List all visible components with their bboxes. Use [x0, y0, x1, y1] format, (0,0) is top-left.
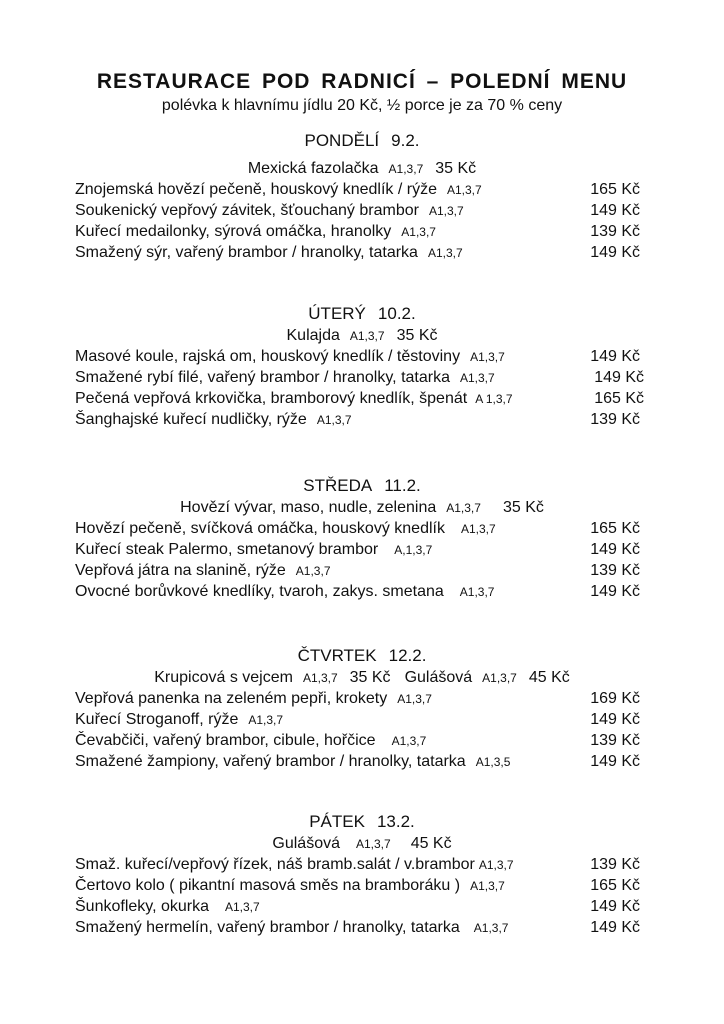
- dish-allergens: A1,3,7: [470, 879, 505, 893]
- dish-name: Hovězí pečeně, svíčková omáčka, houskový knedlík: [75, 520, 445, 537]
- dish-row: [0, 854, 724, 875]
- dish-row: [0, 709, 724, 730]
- dish-price: 139 Kč: [590, 856, 640, 873]
- day-heading: [0, 302, 724, 326]
- day-date: 9.2.: [391, 131, 420, 150]
- soup-line: [0, 668, 724, 688]
- soup-name: Gulášová: [272, 835, 340, 852]
- dish-label: [75, 709, 283, 731]
- dish-price: 139 Kč: [590, 411, 640, 428]
- soup-allergens: A1,3,7: [355, 837, 391, 851]
- day-name: ÚTERÝ: [308, 304, 366, 323]
- day-name: STŘEDA: [303, 476, 373, 495]
- dish-label: [75, 875, 505, 897]
- soup-price-2: 45 Kč: [528, 669, 570, 686]
- soup-price: 35 Kč: [349, 669, 391, 686]
- dish-row: [0, 581, 724, 602]
- day-heading: [0, 644, 724, 668]
- dish-label: [75, 688, 432, 710]
- dish-price: 149 Kč: [590, 919, 640, 936]
- day-section-wednesday: [0, 474, 724, 602]
- dish-price: 139 Kč: [590, 562, 640, 579]
- page-subtitle: polévka k hlavnímu jídlu 20 Kč, ½ porce je za 70 % ceny: [161, 97, 563, 114]
- dish-allergens: A1,3,7: [446, 183, 482, 197]
- dish-label: [75, 730, 426, 752]
- dish-label: [75, 917, 508, 939]
- dish-row: [0, 409, 724, 430]
- soup-line: [0, 326, 724, 346]
- dish-allergens: A1,3,7: [470, 350, 505, 364]
- day-name: ČTVRTEK: [297, 646, 377, 665]
- dish-name: Čertovo kolo ( pikantní masová směs na bramboráku ): [75, 877, 461, 894]
- dish-label: [75, 518, 496, 540]
- dish-allergens: A1,3,7: [391, 734, 427, 748]
- soup-price: 35 Kč: [502, 499, 544, 516]
- dish-row: [0, 221, 724, 242]
- soup-line: [0, 159, 724, 179]
- dish-name: Smažené rybí filé, vařený brambor / hranolky, tatarka: [75, 369, 450, 386]
- dish-name: Smaž. kuřecí/vepřový řízek, náš bramb.salát / v.brambor: [75, 856, 475, 873]
- dish-allergens: A1,3,7: [401, 225, 436, 239]
- dish-allergens: A1,3,7: [427, 246, 463, 260]
- dish-row: [0, 388, 724, 409]
- day-heading: [0, 810, 724, 834]
- day-date: 13.2.: [376, 812, 415, 831]
- dish-row: [0, 896, 724, 917]
- dish-name: Šunkofleky, okurka: [75, 898, 209, 915]
- dish-price: 149 Kč: [590, 541, 640, 558]
- day-section-friday: [0, 810, 724, 938]
- dish-price: 139 Kč: [590, 732, 640, 749]
- dish-allergens: A1,3,7: [225, 900, 260, 914]
- dish-allergens: A1,3,7: [459, 585, 495, 599]
- dish-label: [75, 581, 494, 603]
- day-date: 11.2.: [384, 476, 421, 495]
- soup-allergens-2: A1,3,7: [482, 671, 517, 685]
- dish-allergens: A1,3,7: [459, 371, 495, 385]
- dish-label: [75, 560, 331, 582]
- dish-name: Smažený hermelín, vařený brambor / hranolky, tatarka: [75, 919, 460, 936]
- dish-price: 149 Kč: [590, 898, 640, 915]
- dish-allergens: A1,3,7: [248, 713, 284, 727]
- dish-label: [75, 751, 510, 773]
- dish-name: Soukenický vepřový závitek, šťouchaný brambor: [75, 202, 419, 219]
- dish-price: 149 Kč: [590, 202, 640, 219]
- dish-allergens: A1,3,7: [397, 692, 432, 706]
- day-date: 10.2.: [377, 304, 416, 323]
- page-title: RESTAURACE POD RADNICÍ – POLEDNÍ MENU: [96, 70, 628, 93]
- dish-price: 169 Kč: [590, 690, 640, 707]
- dish-allergens: A,1,3,7: [394, 543, 433, 557]
- dish-row: [0, 560, 724, 581]
- dish-name: Kuřecí medailonky, sýrová omáčka, hranolky: [75, 223, 392, 240]
- dish-name: Vepřová panenka na zeleném pepři, krokety: [75, 690, 388, 707]
- dish-name: Šanghajské kuřecí nudličky, rýže: [75, 411, 307, 428]
- dish-row: [0, 200, 724, 221]
- dish-row: [0, 346, 724, 367]
- dish-allergens: A 1,3,7: [475, 392, 513, 406]
- dish-price: 165 Kč: [590, 877, 640, 894]
- day-date: 12.2.: [388, 646, 427, 665]
- day-name: PONDĚLÍ: [304, 131, 380, 150]
- dish-allergens: A1,3,7: [316, 413, 352, 427]
- dish-label: [75, 221, 436, 243]
- soup-name: Kulajda: [286, 327, 340, 344]
- dish-allergens: A1,3,7: [428, 204, 464, 218]
- dish-label: [75, 539, 432, 561]
- dish-price: 165 Kč: [590, 181, 640, 198]
- dish-label: [75, 367, 495, 389]
- dish-row: [0, 751, 724, 772]
- dish-price: 149 Kč: [590, 348, 640, 365]
- dish-name: Masové koule, rajská om, houskový knedlík / těstoviny: [75, 348, 461, 365]
- soup-allergens: A1,3,7: [446, 501, 481, 515]
- dish-price: 149 Kč: [590, 711, 640, 728]
- dish-allergens: A1,3,7: [295, 564, 331, 578]
- dish-name: Smažený sýr, vařený brambor / hranolky, tatarka: [75, 244, 418, 261]
- soup-allergens: A1,3,7: [388, 162, 424, 176]
- dish-row: [0, 367, 724, 388]
- day-section-thursday: [0, 644, 724, 772]
- soup-line: [0, 498, 724, 518]
- dish-name: Ovocné borůvkové knedlíky, tvaroh, zakys. smetana: [75, 583, 444, 600]
- dish-name: Smažené žampiony, vařený brambor / hranolky, tatarka: [75, 753, 466, 770]
- dish-label: [75, 346, 505, 368]
- day-section-monday: [0, 129, 724, 263]
- dish-label: [75, 409, 352, 431]
- dish-name: Kuřecí Stroganoff, rýže: [75, 711, 239, 728]
- dish-row: [0, 688, 724, 709]
- soup-allergens: A1,3,7: [349, 329, 385, 343]
- dish-price: 149 Kč: [590, 244, 640, 261]
- day-name: PÁTEK: [309, 812, 365, 831]
- soup-name-2: Gulášová: [404, 669, 473, 686]
- soup-name: Hovězí vývar, maso, nudle, zelenina: [180, 499, 437, 516]
- soup-price: 35 Kč: [396, 327, 438, 344]
- dish-row: [0, 242, 724, 263]
- dish-row: [0, 875, 724, 896]
- dish-allergens: A1,3,7: [460, 522, 496, 536]
- dish-price: 149 Kč: [590, 753, 640, 770]
- dish-row: [0, 730, 724, 751]
- dish-label: [75, 242, 463, 264]
- dish-allergens: A1,3,5: [475, 755, 511, 769]
- dish-price: 165 Kč: [590, 520, 640, 537]
- dish-label: [75, 179, 482, 201]
- dish-allergens: A1,3,7: [478, 858, 514, 872]
- dish-row: [0, 539, 724, 560]
- dish-row: [0, 917, 724, 938]
- dish-row: [0, 179, 724, 200]
- dish-price: 149 Kč: [594, 369, 644, 386]
- soup-line: [0, 834, 724, 854]
- dish-row: [0, 518, 724, 539]
- day-section-tuesday: [0, 302, 724, 430]
- day-heading: [0, 129, 724, 153]
- dish-label: [75, 200, 464, 222]
- soup-price: 35 Kč: [435, 160, 477, 177]
- dish-label: [75, 388, 513, 410]
- dish-name: Znojemská hovězí pečeně, houskový knedlík / rýže: [75, 181, 437, 198]
- day-heading: [0, 474, 724, 498]
- dish-price: 165 Kč: [594, 390, 644, 407]
- dish-name: Pečená vepřová krkovička, bramborový knedlík, špenát: [75, 390, 468, 407]
- soup-name: Mexická fazolačka: [247, 160, 379, 177]
- dish-price: 139 Kč: [590, 223, 640, 240]
- soup-name: Krupicová s vejcem: [154, 669, 293, 686]
- dish-allergens: A1,3,7: [473, 921, 509, 935]
- dish-price: 149 Kč: [590, 583, 640, 600]
- dish-name: Čevabčiči, vařený brambor, cibule, hořčice: [75, 732, 376, 749]
- soup-price: 45 Kč: [410, 835, 452, 852]
- dish-label: [75, 854, 514, 876]
- dish-name: Kuřecí steak Palermo, smetanový brambor: [75, 541, 379, 558]
- soup-allergens: A1,3,7: [302, 671, 338, 685]
- dish-name: Vepřová játra na slanině, rýže: [75, 562, 286, 579]
- dish-label: [75, 896, 260, 918]
